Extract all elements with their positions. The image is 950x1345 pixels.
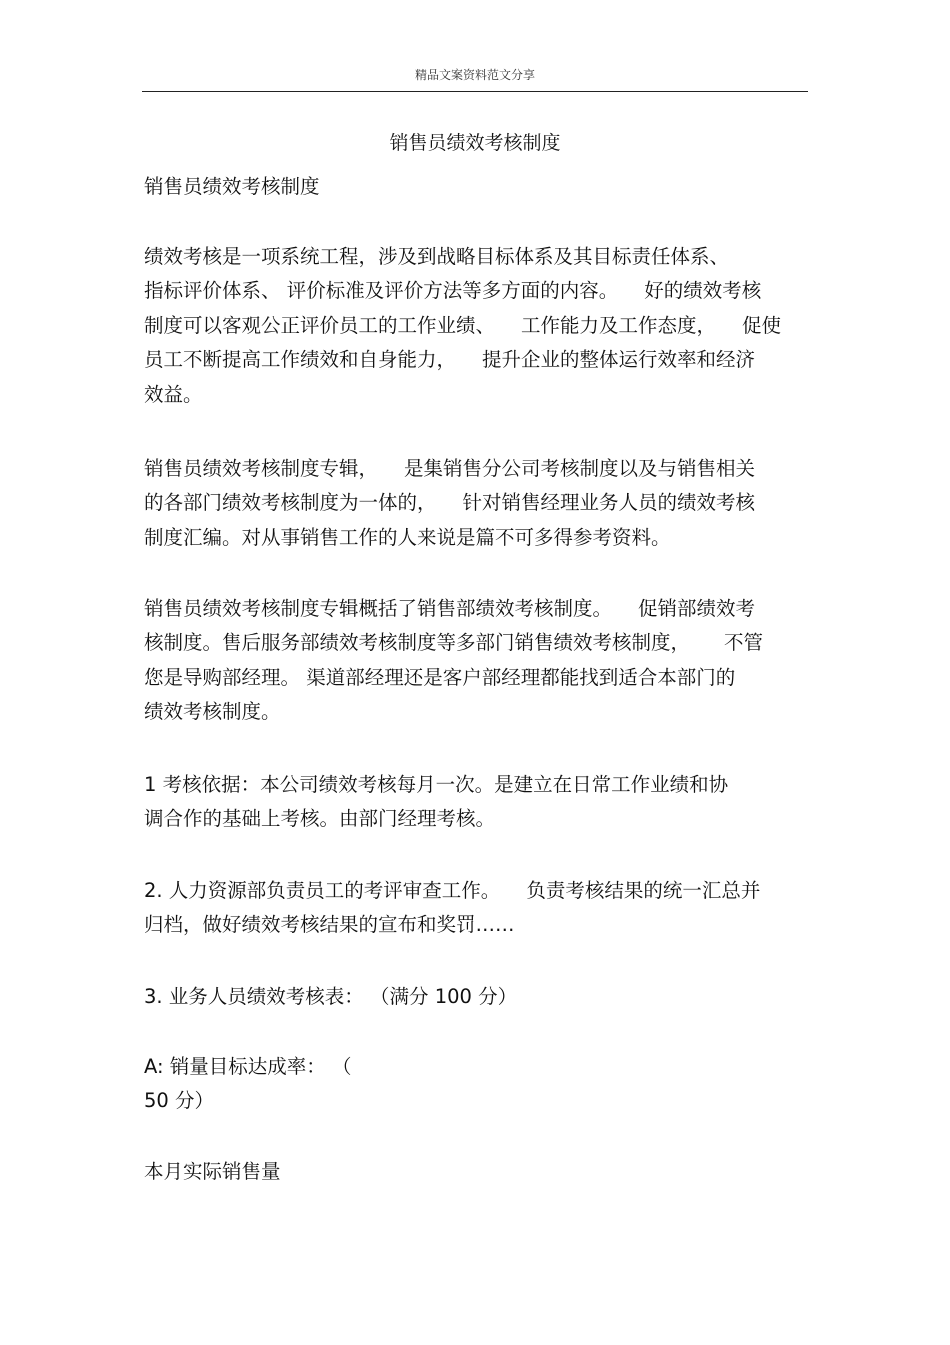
- subtitle-line: 销售员绩效考核制度: [144, 175, 320, 198]
- text-segment: 制度可以客观公正评价员工的工作业绩、: [144, 313, 496, 337]
- text-segment: 促销部绩效考: [638, 597, 756, 620]
- text-segment: 工作能力及工作态度，: [521, 313, 717, 337]
- paragraph-line: 绩效考核制度。: [144, 700, 281, 724]
- text-segment: 不管: [724, 631, 764, 655]
- text-segment: 员工不断提高工作绩效和自身能力，: [144, 348, 457, 372]
- text-segment: 核制度。售后服务部绩效考核制度等多部门销售绩效考核制度，: [144, 631, 691, 655]
- paragraph-line: [144, 274, 781, 308]
- text-segment: 销售员绩效考核制度专辑，: [144, 457, 379, 480]
- paragraph-line: 绩效考核是一项系统工程，涉及到战略目标体系及其目标责任体系、: [144, 245, 730, 268]
- text-segment: 的各部门绩效考核制度为一体的，: [144, 491, 437, 515]
- paragraph-line: [144, 874, 760, 908]
- page-header: 精品文案资料范文分享: [414, 68, 535, 82]
- paragraph-line: 制度汇编。对从事销售工作的人来说是篇不可多得参考资料。: [144, 525, 671, 549]
- paragraph-line: 效益。: [144, 382, 203, 406]
- paragraph-item-a: [144, 1050, 351, 1119]
- text-segment: 提升企业的整体运行效率和经济: [482, 348, 756, 372]
- text-segment: 指标评价体系、 评价标准及评价方法等多方面的内容。: [144, 279, 619, 303]
- paragraph-line: 本月实际销售量: [144, 1160, 281, 1183]
- paragraph-item-2: [144, 874, 760, 943]
- text-segment: 负责考核结果的统一汇总并: [526, 879, 761, 902]
- paragraph-item-1: [144, 768, 728, 837]
- paragraph-line: [144, 452, 755, 486]
- paragraph-line: [144, 309, 781, 343]
- paragraph-line: [144, 486, 755, 520]
- text-segment: 促使: [742, 313, 782, 337]
- document-subtitle: [144, 170, 320, 204]
- paragraph-line: 3. 业务人员绩效考核表： （满分 100 分）: [144, 985, 518, 1008]
- paragraph-summary: [144, 592, 763, 730]
- paragraph-collection: [144, 452, 755, 555]
- paragraph-actual-sales: [144, 1155, 281, 1189]
- paragraph-line: 50 分）: [144, 1089, 215, 1113]
- text-segment: 针对销售经理业务人员的绩效考核: [462, 491, 756, 515]
- paragraph-line: 1 考核依据：本公司绩效考核每月一次。是建立在日常工作业绩和协: [144, 773, 729, 796]
- paragraph-line: 您是导购部经理。 渠道部经理还是客户部经理都能找到适合本部门的: [144, 665, 736, 689]
- text-segment: 销售员绩效考核制度专辑概括了销售部绩效考核制度。: [144, 597, 613, 620]
- header-divider: [142, 91, 808, 92]
- text-segment: 是集销售分公司考核制度以及与销售相关: [404, 457, 756, 480]
- paragraph-line: [144, 626, 763, 660]
- paragraph-item-3: [144, 980, 517, 1014]
- paragraph-line: 调合作的基础上考核。由部门经理考核。: [144, 807, 496, 831]
- paragraph-line: 归档，做好绩效考核结果的宣布和奖罚……: [144, 913, 515, 937]
- paragraph-line: [144, 592, 763, 626]
- document-title: 销售员绩效考核制度: [389, 132, 561, 154]
- paragraph-intro: [144, 240, 781, 412]
- paragraph-line: A: 销量目标达成率： （: [144, 1055, 352, 1078]
- text-segment: 2. 人力资源部负责员工的考评审查工作。: [144, 879, 501, 902]
- paragraph-line: [144, 343, 781, 377]
- text-segment: 好的绩效考核: [644, 279, 762, 303]
